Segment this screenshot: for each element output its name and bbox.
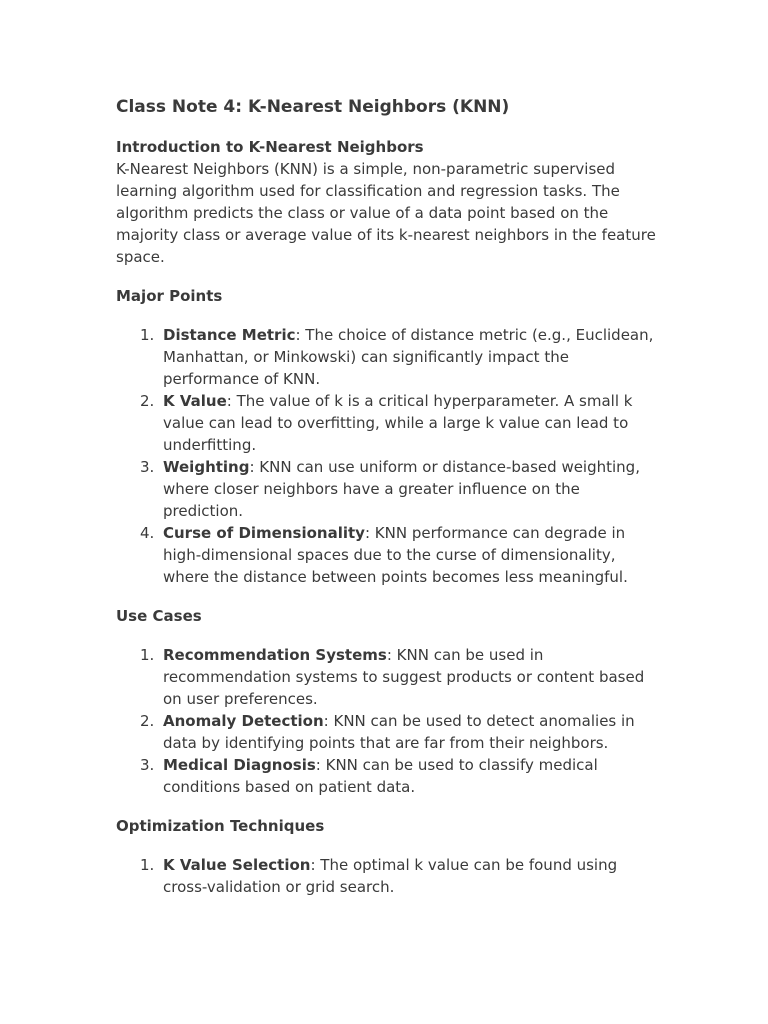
intro-heading: Introduction to K-Nearest Neighbors <box>116 138 424 156</box>
major-points-list <box>116 324 656 588</box>
page-title: Class Note 4: K-Nearest Neighbors (KNN) <box>116 97 510 117</box>
list-item <box>116 644 656 710</box>
optimization-list <box>116 854 656 898</box>
list-number: 1. <box>140 646 155 664</box>
list-number: 3. <box>140 458 155 476</box>
major-points-section <box>116 285 656 588</box>
list-text: : KNN can use uniform or distance-based weighting, where closer neighbors have a greater influence on the prediction. <box>163 458 640 520</box>
list-item <box>116 522 656 588</box>
intro-section <box>116 136 656 268</box>
list-term: Weighting <box>163 458 250 476</box>
list-number: 4. <box>140 524 155 542</box>
list-number: 3. <box>140 756 155 774</box>
list-text: : KNN can be used to detect anomalies in data by identifying points that are far from their neighbors. <box>163 712 635 752</box>
list-term: Recommendation Systems <box>163 646 387 664</box>
use-cases-section <box>116 605 656 798</box>
list-number: 1. <box>140 326 155 344</box>
list-text: : The value of k is a critical hyperparameter. A small k value can lead to overfitting, while a large k value can lead to underfitting. <box>163 392 633 454</box>
list-term: K Value <box>163 392 227 410</box>
major-points-heading: Major Points <box>116 287 223 305</box>
list-term: Distance Metric <box>163 326 296 344</box>
list-item <box>116 390 656 456</box>
optimization-heading: Optimization Techniques <box>116 817 325 835</box>
list-item <box>116 754 656 798</box>
list-text: : KNN can be used in recommendation systems to suggest products or content based on user preferences. <box>163 646 645 708</box>
use-cases-list <box>116 644 656 798</box>
document-content <box>116 95 656 898</box>
intro-paragraph: K-Nearest Neighbors (KNN) is a simple, non-parametric supervised learning algorithm used for classification and regression tasks. The algorithm predicts the class or value of a data point based on the majority class or average value of its k-nearest neighbors in the feature space. <box>116 160 656 266</box>
list-text: : KNN performance can degrade in high-dimensional spaces due to the curse of dimensionality, where the distance between points becomes less meaningful. <box>163 524 628 586</box>
list-term: Curse of Dimensionality <box>163 524 365 542</box>
list-item <box>116 324 656 390</box>
list-term: Medical Diagnosis <box>163 756 316 774</box>
list-text: : The choice of distance metric (e.g., Euclidean, Manhattan, or Minkowski) can significantly impact the performance of KNN. <box>163 326 654 388</box>
list-term: Anomaly Detection <box>163 712 324 730</box>
list-term: K Value Selection <box>163 856 311 874</box>
list-text: : The optimal k value can be found using cross-validation or grid search. <box>163 856 618 896</box>
use-cases-heading: Use Cases <box>116 607 202 625</box>
list-number: 2. <box>140 392 155 410</box>
list-text: : KNN can be used to classify medical conditions based on patient data. <box>163 756 598 796</box>
optimization-section <box>116 815 656 898</box>
list-number: 1. <box>140 856 155 874</box>
list-item <box>116 854 656 898</box>
list-item <box>116 710 656 754</box>
list-item <box>116 456 656 522</box>
list-number: 2. <box>140 712 155 730</box>
